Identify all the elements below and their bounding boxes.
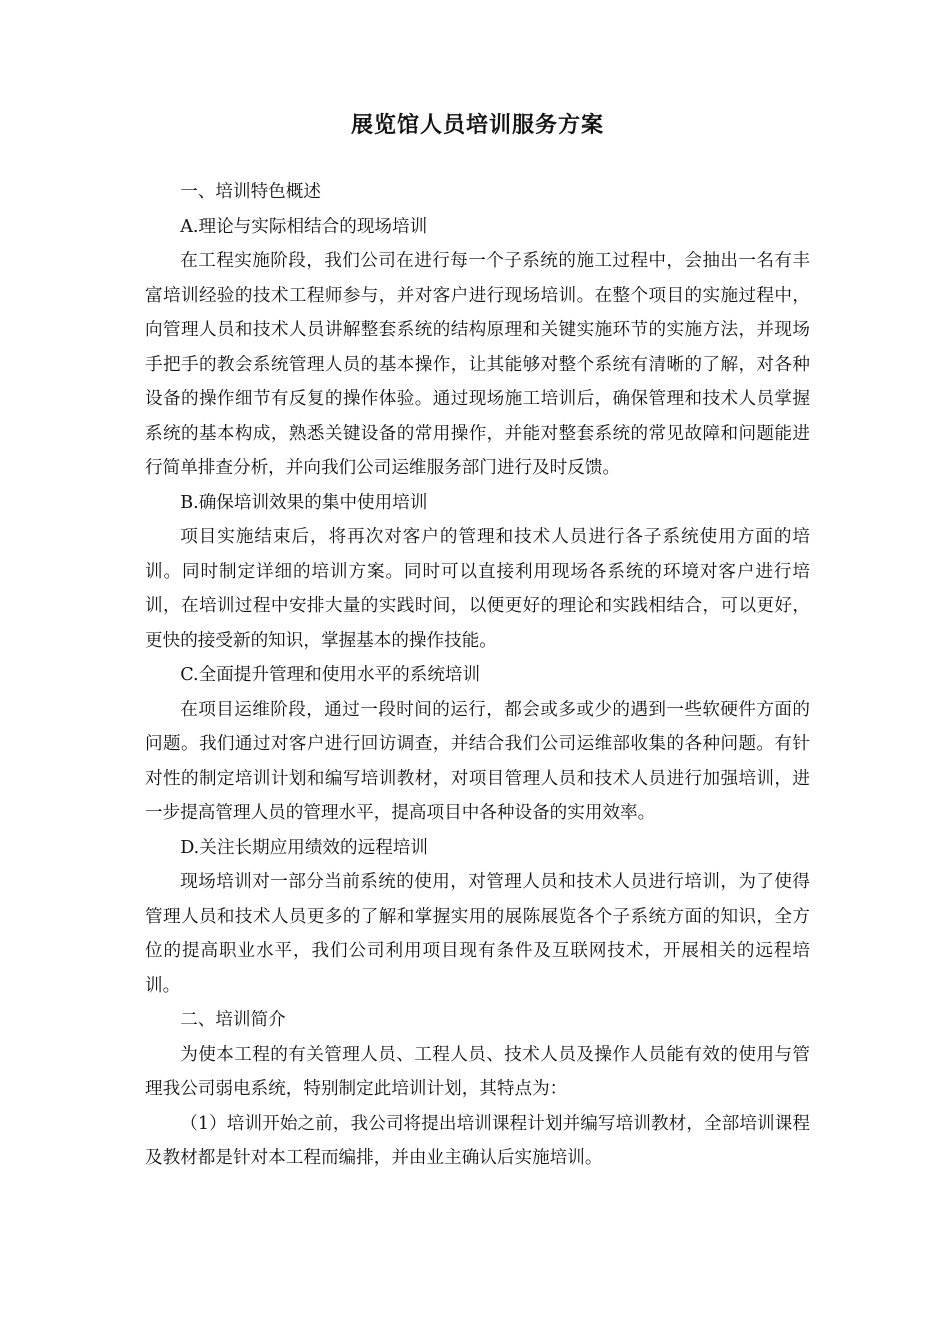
paragraph-introduction: 为使本工程的有关管理人员、工程人员、技术人员及操作人员能有效的使用与管理我公司弱电系统，特别制定此培训计划，其特点为： — [145, 1044, 810, 1099]
section-heading-overview: 一、培训特色概述 — [180, 182, 321, 202]
subheading-remote-training: D.关注长期应用绩效的远程培训 — [180, 837, 428, 858]
list-item-training-plan: （1）培训开始之前，我公司将提出培训课程计划并编写培训教材，全部培训课程及教材都是针对本工程而编排，并由业主确认后实施培训。 — [145, 1113, 810, 1168]
paragraph-centralized-training: 项目实施结束后，将再次对客户的管理和技术人员进行各子系统使用方面的培训。同时制定详细的培训方案。同时可以直接利用现场各系统的环境对客户进行培训，在培训过程中安排大量的实践时间，以便更好的理论和实践相结合，可以更好，更快的接受新的知识，掌握基本的操作技能。 — [145, 527, 810, 651]
document-title: 展览馆人员培训服务方案 — [350, 113, 604, 138]
paragraph-system-training: 在项目运维阶段，通过一段时间的运行，都会或多或少的遇到一些软硬件方面的问题。我们通过对客户进行回访调查，并结合我们公司运维部收集的各种问题。有针对性的制定培训计划和编写培训教材，对项目管理人员和技术人员进行加强培训，进一步提高管理人员的管理水平，提高项目中各种设备的实用效率。 — [145, 699, 810, 823]
paragraph-onsite-training: 在工程实施阶段，我们公司在进行每一个子系统的施工过程中，会抽出一名有丰富培训经验的技术工程师参与，并对客户进行现场培训。在整个项目的实施过程中，向管理人员和技术人员讲解整套系统的结构原理和关键实施环节的实施方法，并现场手把手的教会系统管理人员的基本操作，让其能够对整个系统有清晰的了解，对各种设备的操作细节有反复的操作体验。通过现场施工培训后，确保管理和技术人员掌握系统的基本构成，熟悉关键设备的常用操作，并能对整套系统的常见故障和问题能进行简单排查分析，并向我们公司运维服务部门进行及时反馈。 — [145, 251, 810, 478]
paragraph-remote-training: 现场培训对一部分当前系统的使用，对管理人员和技术人员进行培训，为了使得管理人员和技术人员更多的了解和掌握实用的展陈展览各个子系统方面的知识，全方位的提高职业水平，我们公司利用项目现有条件及互联网技术，开展相关的远程培训。 — [145, 872, 810, 996]
subheading-centralized-training: B.确保培训效果的集中使用培训 — [180, 492, 428, 513]
section-heading-introduction: 二、培训简介 — [180, 1010, 286, 1030]
subheading-onsite-training: A.理论与实际相结合的现场培训 — [180, 216, 428, 237]
subheading-system-training: C.全面提升管理和使用水平的系统培训 — [180, 665, 481, 685]
document-body — [145, 105, 810, 1176]
